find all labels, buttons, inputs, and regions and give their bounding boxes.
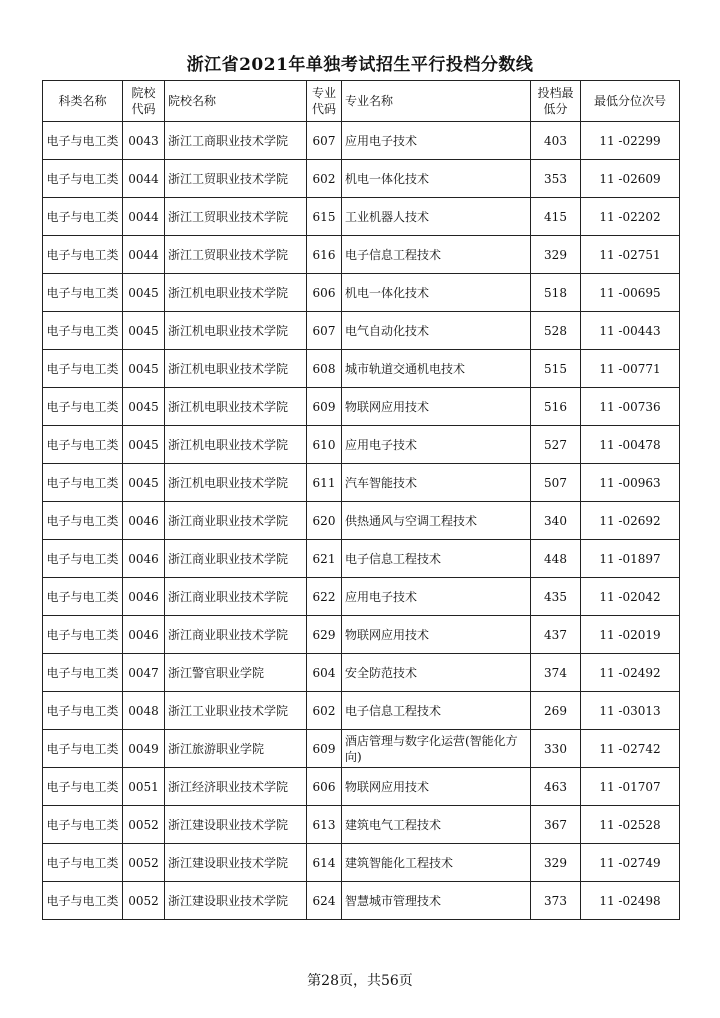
table-row [43, 160, 680, 198]
cell-school-code: 0045 [123, 312, 165, 350]
cell-min-rank: 11 -00695 [581, 274, 680, 312]
cell-category: 电子与电工类 [43, 616, 123, 654]
page-footer: 第28页，共56页 [307, 973, 413, 989]
header-category: 科类名称 [43, 81, 123, 122]
cell-category: 电子与电工类 [43, 654, 123, 692]
cell-major-name: 物联网应用技术 [342, 768, 531, 806]
cell-school-code: 0052 [123, 882, 165, 920]
cell-major-name: 电子信息工程技术 [342, 236, 531, 274]
cell-major-code: 629 [307, 616, 342, 654]
cell-school-name: 浙江建设职业技术学院 [165, 844, 307, 882]
cell-min-rank: 11 -02528 [581, 806, 680, 844]
cell-school-code: 0046 [123, 616, 165, 654]
cell-school-name: 浙江工贸职业技术学院 [165, 160, 307, 198]
table-row [43, 578, 680, 616]
cell-min-score: 435 [531, 578, 581, 616]
cell-major-code: 602 [307, 692, 342, 730]
cell-school-name: 浙江建设职业技术学院 [165, 882, 307, 920]
cell-school-name: 浙江商业职业技术学院 [165, 578, 307, 616]
cell-min-rank: 11 -01897 [581, 540, 680, 578]
cell-category: 电子与电工类 [43, 844, 123, 882]
cell-school-code: 0046 [123, 502, 165, 540]
cell-category: 电子与电工类 [43, 426, 123, 464]
cell-major-name: 工业机器人技术 [342, 198, 531, 236]
cell-major-code: 621 [307, 540, 342, 578]
table-row [43, 198, 680, 236]
table-row [43, 388, 680, 426]
header-school-name: 院校名称 [165, 81, 307, 122]
table-row [43, 730, 680, 768]
cell-min-score: 507 [531, 464, 581, 502]
table-row [43, 312, 680, 350]
cell-major-name: 物联网应用技术 [342, 616, 531, 654]
header-major-name: 专业名称 [342, 81, 531, 122]
cell-category: 电子与电工类 [43, 578, 123, 616]
cell-category: 电子与电工类 [43, 540, 123, 578]
cell-school-name: 浙江机电职业技术学院 [165, 464, 307, 502]
cell-major-name: 城市轨道交通机电技术 [342, 350, 531, 388]
cell-school-name: 浙江机电职业技术学院 [165, 350, 307, 388]
cell-min-rank: 11 -02751 [581, 236, 680, 274]
cell-major-code: 606 [307, 274, 342, 312]
cell-major-code: 620 [307, 502, 342, 540]
cell-major-name: 应用电子技术 [342, 578, 531, 616]
table-row [43, 502, 680, 540]
cell-major-code: 609 [307, 388, 342, 426]
cell-min-score: 329 [531, 844, 581, 882]
score-table [42, 80, 680, 920]
cell-category: 电子与电工类 [43, 274, 123, 312]
cell-school-name: 浙江机电职业技术学院 [165, 312, 307, 350]
cell-min-rank: 11 -00963 [581, 464, 680, 502]
cell-min-score: 415 [531, 198, 581, 236]
table-row [43, 654, 680, 692]
cell-major-code: 610 [307, 426, 342, 464]
cell-major-name: 电子信息工程技术 [342, 540, 531, 578]
cell-major-name: 建筑智能化工程技术 [342, 844, 531, 882]
table-row [43, 350, 680, 388]
cell-min-score: 353 [531, 160, 581, 198]
table-row [43, 464, 680, 502]
table-row [43, 616, 680, 654]
cell-school-name: 浙江工商职业技术学院 [165, 122, 307, 160]
cell-min-rank: 11 -02042 [581, 578, 680, 616]
cell-category: 电子与电工类 [43, 882, 123, 920]
cell-major-name: 应用电子技术 [342, 122, 531, 160]
cell-major-code: 608 [307, 350, 342, 388]
table-row [43, 426, 680, 464]
header-min-rank: 最低分位次号 [581, 81, 680, 122]
cell-category: 电子与电工类 [43, 388, 123, 426]
cell-min-rank: 11 -03013 [581, 692, 680, 730]
cell-major-code: 614 [307, 844, 342, 882]
cell-min-rank: 11 -02299 [581, 122, 680, 160]
cell-min-score: 329 [531, 236, 581, 274]
cell-school-code: 0046 [123, 540, 165, 578]
cell-major-name: 物联网应用技术 [342, 388, 531, 426]
cell-school-name: 浙江商业职业技术学院 [165, 502, 307, 540]
cell-category: 电子与电工类 [43, 768, 123, 806]
cell-school-code: 0047 [123, 654, 165, 692]
cell-major-code: 611 [307, 464, 342, 502]
cell-school-name: 浙江机电职业技术学院 [165, 388, 307, 426]
cell-min-rank: 11 -02202 [581, 198, 680, 236]
cell-min-rank: 11 -00771 [581, 350, 680, 388]
cell-major-name: 应用电子技术 [342, 426, 531, 464]
cell-school-name: 浙江旅游职业学院 [165, 730, 307, 768]
cell-min-score: 527 [531, 426, 581, 464]
cell-school-name: 浙江警官职业学院 [165, 654, 307, 692]
cell-min-score: 448 [531, 540, 581, 578]
cell-major-code: 624 [307, 882, 342, 920]
cell-min-score: 463 [531, 768, 581, 806]
table-row [43, 236, 680, 274]
header-major-code: 专业代码 [307, 81, 342, 122]
cell-min-score: 340 [531, 502, 581, 540]
cell-min-score: 528 [531, 312, 581, 350]
cell-major-name: 汽车智能技术 [342, 464, 531, 502]
cell-category: 电子与电工类 [43, 236, 123, 274]
cell-min-rank: 11 -00443 [581, 312, 680, 350]
cell-category: 电子与电工类 [43, 502, 123, 540]
cell-category: 电子与电工类 [43, 350, 123, 388]
cell-min-score: 269 [531, 692, 581, 730]
cell-major-code: 606 [307, 768, 342, 806]
cell-school-code: 0049 [123, 730, 165, 768]
header-school-code: 院校代码 [123, 81, 165, 122]
cell-school-code: 0045 [123, 274, 165, 312]
cell-min-rank: 11 -00478 [581, 426, 680, 464]
cell-school-name: 浙江商业职业技术学院 [165, 616, 307, 654]
cell-major-name: 建筑电气工程技术 [342, 806, 531, 844]
cell-school-code: 0051 [123, 768, 165, 806]
cell-min-rank: 11 -02609 [581, 160, 680, 198]
cell-major-code: 613 [307, 806, 342, 844]
cell-category: 电子与电工类 [43, 312, 123, 350]
cell-category: 电子与电工类 [43, 692, 123, 730]
cell-major-name: 电气自动化技术 [342, 312, 531, 350]
table-row [43, 274, 680, 312]
cell-school-name: 浙江机电职业技术学院 [165, 426, 307, 464]
cell-school-code: 0045 [123, 464, 165, 502]
table-row [43, 540, 680, 578]
cell-school-name: 浙江经济职业技术学院 [165, 768, 307, 806]
header-min-score: 投档最低分 [531, 81, 581, 122]
cell-min-score: 518 [531, 274, 581, 312]
cell-min-rank: 11 -02742 [581, 730, 680, 768]
cell-school-code: 0044 [123, 160, 165, 198]
cell-major-code: 609 [307, 730, 342, 768]
cell-min-rank: 11 -01707 [581, 768, 680, 806]
cell-major-code: 604 [307, 654, 342, 692]
cell-school-code: 0048 [123, 692, 165, 730]
cell-school-code: 0045 [123, 426, 165, 464]
table-row [43, 122, 680, 160]
cell-major-name: 机电一体化技术 [342, 160, 531, 198]
table-row [43, 768, 680, 806]
cell-min-score: 516 [531, 388, 581, 426]
cell-school-code: 0043 [123, 122, 165, 160]
cell-major-code: 607 [307, 312, 342, 350]
cell-category: 电子与电工类 [43, 730, 123, 768]
cell-school-code: 0046 [123, 578, 165, 616]
cell-school-name: 浙江商业职业技术学院 [165, 540, 307, 578]
table-header-row [43, 81, 680, 122]
cell-school-code: 0052 [123, 844, 165, 882]
table-body [43, 122, 680, 920]
cell-min-score: 367 [531, 806, 581, 844]
cell-major-name: 智慧城市管理技术 [342, 882, 531, 920]
cell-min-score: 437 [531, 616, 581, 654]
cell-min-rank: 11 -02498 [581, 882, 680, 920]
cell-school-code: 0045 [123, 350, 165, 388]
cell-min-score: 403 [531, 122, 581, 160]
cell-school-name: 浙江建设职业技术学院 [165, 806, 307, 844]
cell-category: 电子与电工类 [43, 198, 123, 236]
cell-category: 电子与电工类 [43, 806, 123, 844]
table-row [43, 806, 680, 844]
cell-category: 电子与电工类 [43, 160, 123, 198]
cell-school-code: 0045 [123, 388, 165, 426]
cell-major-name: 酒店管理与数字化运营(智能化方向) [342, 730, 531, 768]
table-row [43, 844, 680, 882]
cell-major-code: 607 [307, 122, 342, 160]
cell-school-name: 浙江工贸职业技术学院 [165, 236, 307, 274]
cell-min-score: 373 [531, 882, 581, 920]
cell-min-score: 515 [531, 350, 581, 388]
cell-school-name: 浙江工贸职业技术学院 [165, 198, 307, 236]
cell-major-code: 602 [307, 160, 342, 198]
cell-school-code: 0044 [123, 198, 165, 236]
cell-category: 电子与电工类 [43, 122, 123, 160]
cell-major-name: 供热通风与空调工程技术 [342, 502, 531, 540]
cell-school-name: 浙江工业职业技术学院 [165, 692, 307, 730]
cell-major-name: 电子信息工程技术 [342, 692, 531, 730]
cell-min-rank: 11 -02019 [581, 616, 680, 654]
cell-major-code: 616 [307, 236, 342, 274]
cell-min-rank: 11 -00736 [581, 388, 680, 426]
cell-category: 电子与电工类 [43, 464, 123, 502]
cell-major-code: 622 [307, 578, 342, 616]
cell-min-rank: 11 -02749 [581, 844, 680, 882]
cell-major-name: 安全防范技术 [342, 654, 531, 692]
cell-school-name: 浙江机电职业技术学院 [165, 274, 307, 312]
table-row [43, 882, 680, 920]
cell-min-rank: 11 -02492 [581, 654, 680, 692]
page-title: 浙江省2021年单独考试招生平行投档分数线 [186, 55, 534, 75]
table-row [43, 692, 680, 730]
cell-min-rank: 11 -02692 [581, 502, 680, 540]
cell-min-score: 330 [531, 730, 581, 768]
cell-min-score: 374 [531, 654, 581, 692]
cell-school-code: 0044 [123, 236, 165, 274]
cell-major-name: 机电一体化技术 [342, 274, 531, 312]
cell-school-code: 0052 [123, 806, 165, 844]
cell-major-code: 615 [307, 198, 342, 236]
